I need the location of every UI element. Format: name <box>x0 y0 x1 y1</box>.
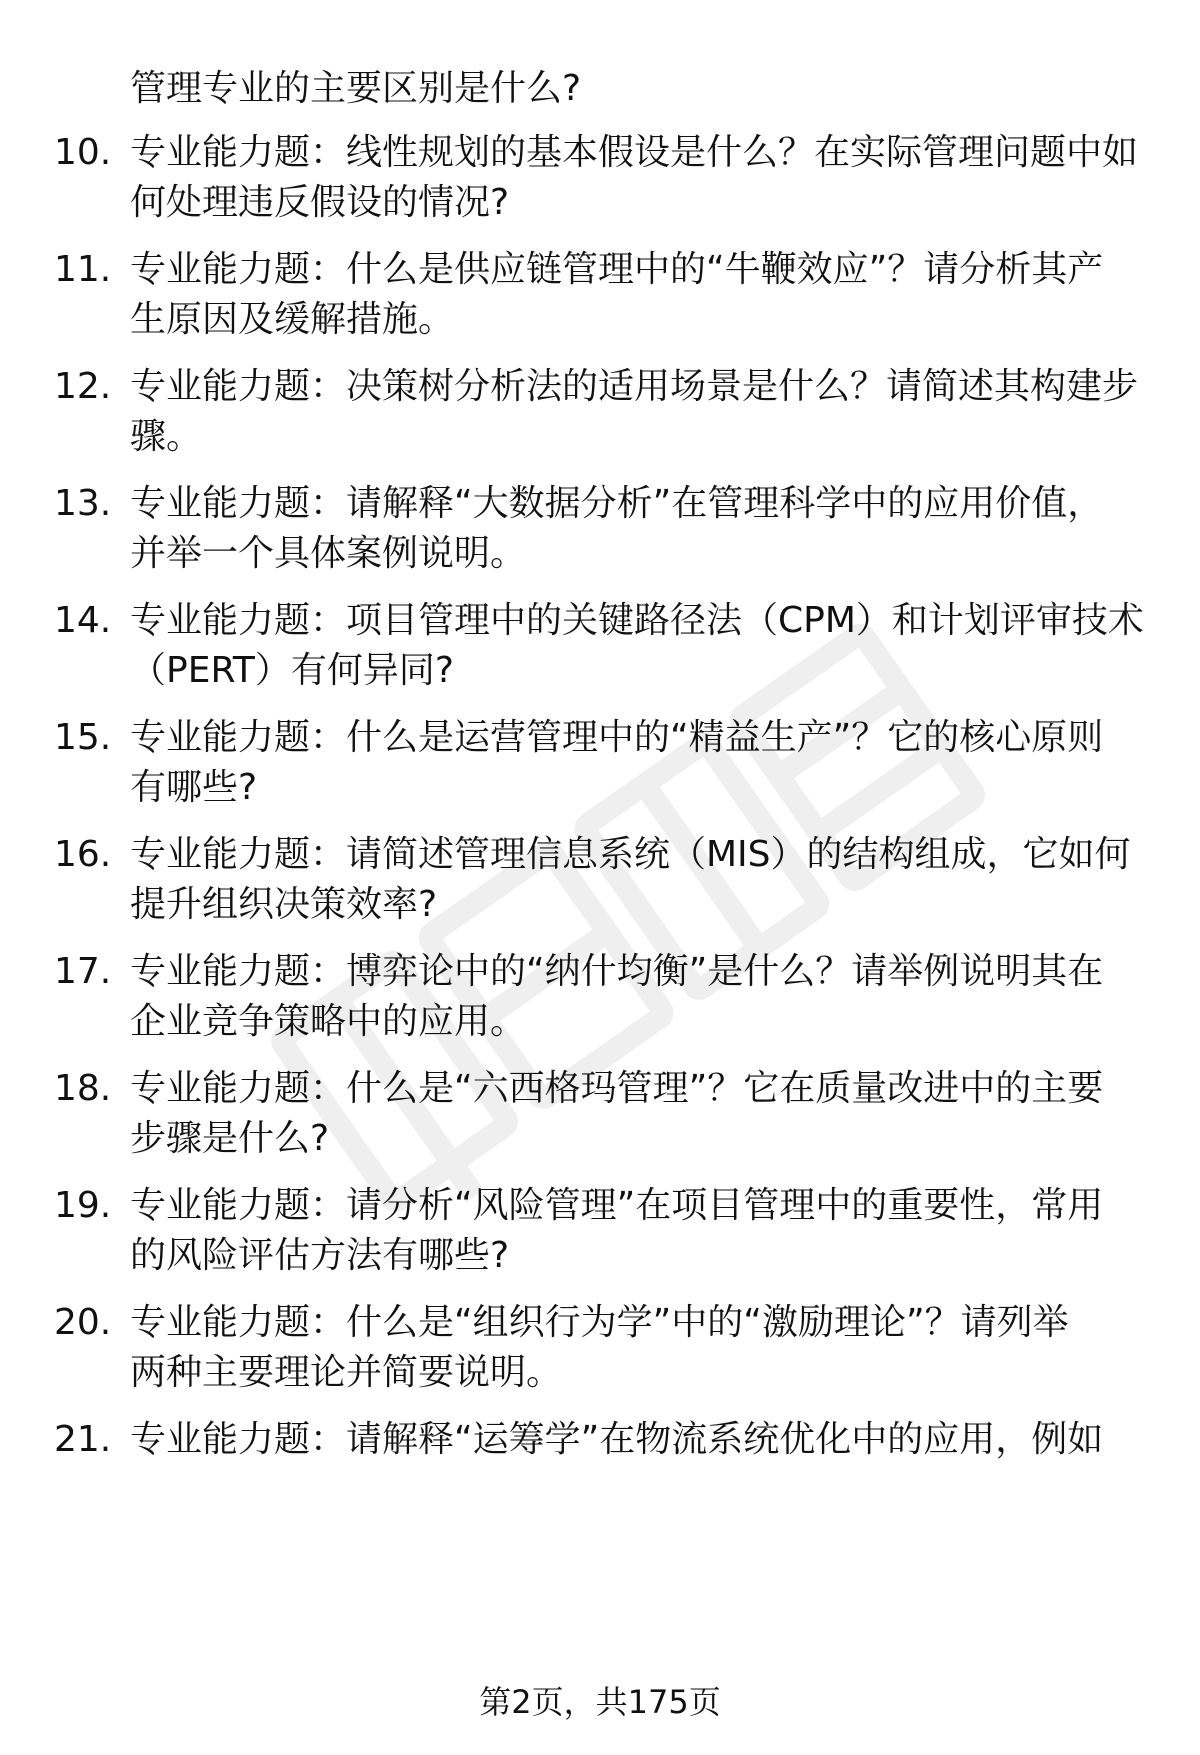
question-text <box>130 947 1150 1047</box>
question-text <box>130 479 1150 579</box>
question-number: 13. <box>54 483 112 524</box>
question-line: 并举一个具体案例说明。 <box>130 533 527 574</box>
question-line: 提升组织决策效率? <box>130 884 438 925</box>
question-line: 的风险评估方法有哪些? <box>130 1235 510 1276</box>
question-line: 专业能力题：什么是“组织行为学”中的“激励理论”？请列举 <box>130 1302 1069 1343</box>
question-line: 专业能力题：请简述管理信息系统（MIS）的结构组成，它如何 <box>130 834 1131 875</box>
question-line: 专业能力题：项目管理中的关键路径法（CPM）和计划评审技术 <box>130 600 1144 641</box>
question-number: 10. <box>54 132 112 173</box>
question-line: 专业能力题：线性规划的基本假设是什么？在实际管理问题中如 <box>130 132 1139 173</box>
question-text <box>130 128 1150 228</box>
question-number: 18. <box>54 1068 112 1109</box>
question-line: 企业竞争策略中的应用。 <box>130 1001 527 1042</box>
question-line: 专业能力题：决策树分析法的适用场景是什么？请简述其构建步 <box>130 366 1139 407</box>
question-line: 专业能力题：请解释“大数据分析”在管理科学中的应用价值， <box>130 483 1104 524</box>
question-text <box>130 1415 1150 1465</box>
question-line: 步骤是什么? <box>130 1118 330 1159</box>
question-line: 管理专业的主要区别是什么? <box>130 68 582 109</box>
question-text <box>130 1064 1150 1164</box>
question-text <box>130 830 1150 930</box>
question-line: 专业能力题：请分析“风险管理”在项目管理中的重要性，常用 <box>130 1185 1104 1226</box>
question-number: 20. <box>54 1302 112 1343</box>
question-text <box>130 362 1150 462</box>
question-number: 14. <box>54 600 112 641</box>
question-number: 11. <box>54 249 112 290</box>
question-text <box>130 1181 1150 1281</box>
question-line: 专业能力题：博弈论中的“纳什均衡”是什么？请举例说明其在 <box>130 951 1104 992</box>
question-line: 骤。 <box>130 416 203 457</box>
question-number: 16. <box>54 834 112 875</box>
question-line: 何处理违反假设的情况? <box>130 182 510 223</box>
question-number: 17. <box>54 951 112 992</box>
question-line: 专业能力题：什么是运营管理中的“精益生产”？它的核心原则 <box>130 717 1104 758</box>
question-number: 12. <box>54 366 112 407</box>
question-line: （PERT）有何异同? <box>130 650 454 691</box>
page-footer: 第2页，共175页 <box>479 1683 721 1721</box>
question-number: 15. <box>54 717 112 758</box>
question-line: 有哪些? <box>130 767 258 808</box>
question-line: 生原因及缓解措施。 <box>130 299 455 340</box>
question-number: 19. <box>54 1185 112 1226</box>
question-number: 21. <box>54 1419 112 1460</box>
question-text <box>130 1298 1150 1398</box>
question-text <box>130 713 1150 813</box>
question-text <box>130 245 1150 345</box>
question-line: 专业能力题：请解释“运筹学”在物流系统优化中的应用，例如 <box>130 1419 1104 1460</box>
question-text <box>130 596 1150 696</box>
question-text <box>130 64 1150 114</box>
question-line: 专业能力题：什么是“六西格玛管理”？它在质量改进中的主要 <box>130 1068 1104 1109</box>
question-line: 专业能力题：什么是供应链管理中的“牛鞭效应”？请分析其产 <box>130 249 1104 290</box>
question-line: 两种主要理论并简要说明。 <box>130 1352 563 1393</box>
